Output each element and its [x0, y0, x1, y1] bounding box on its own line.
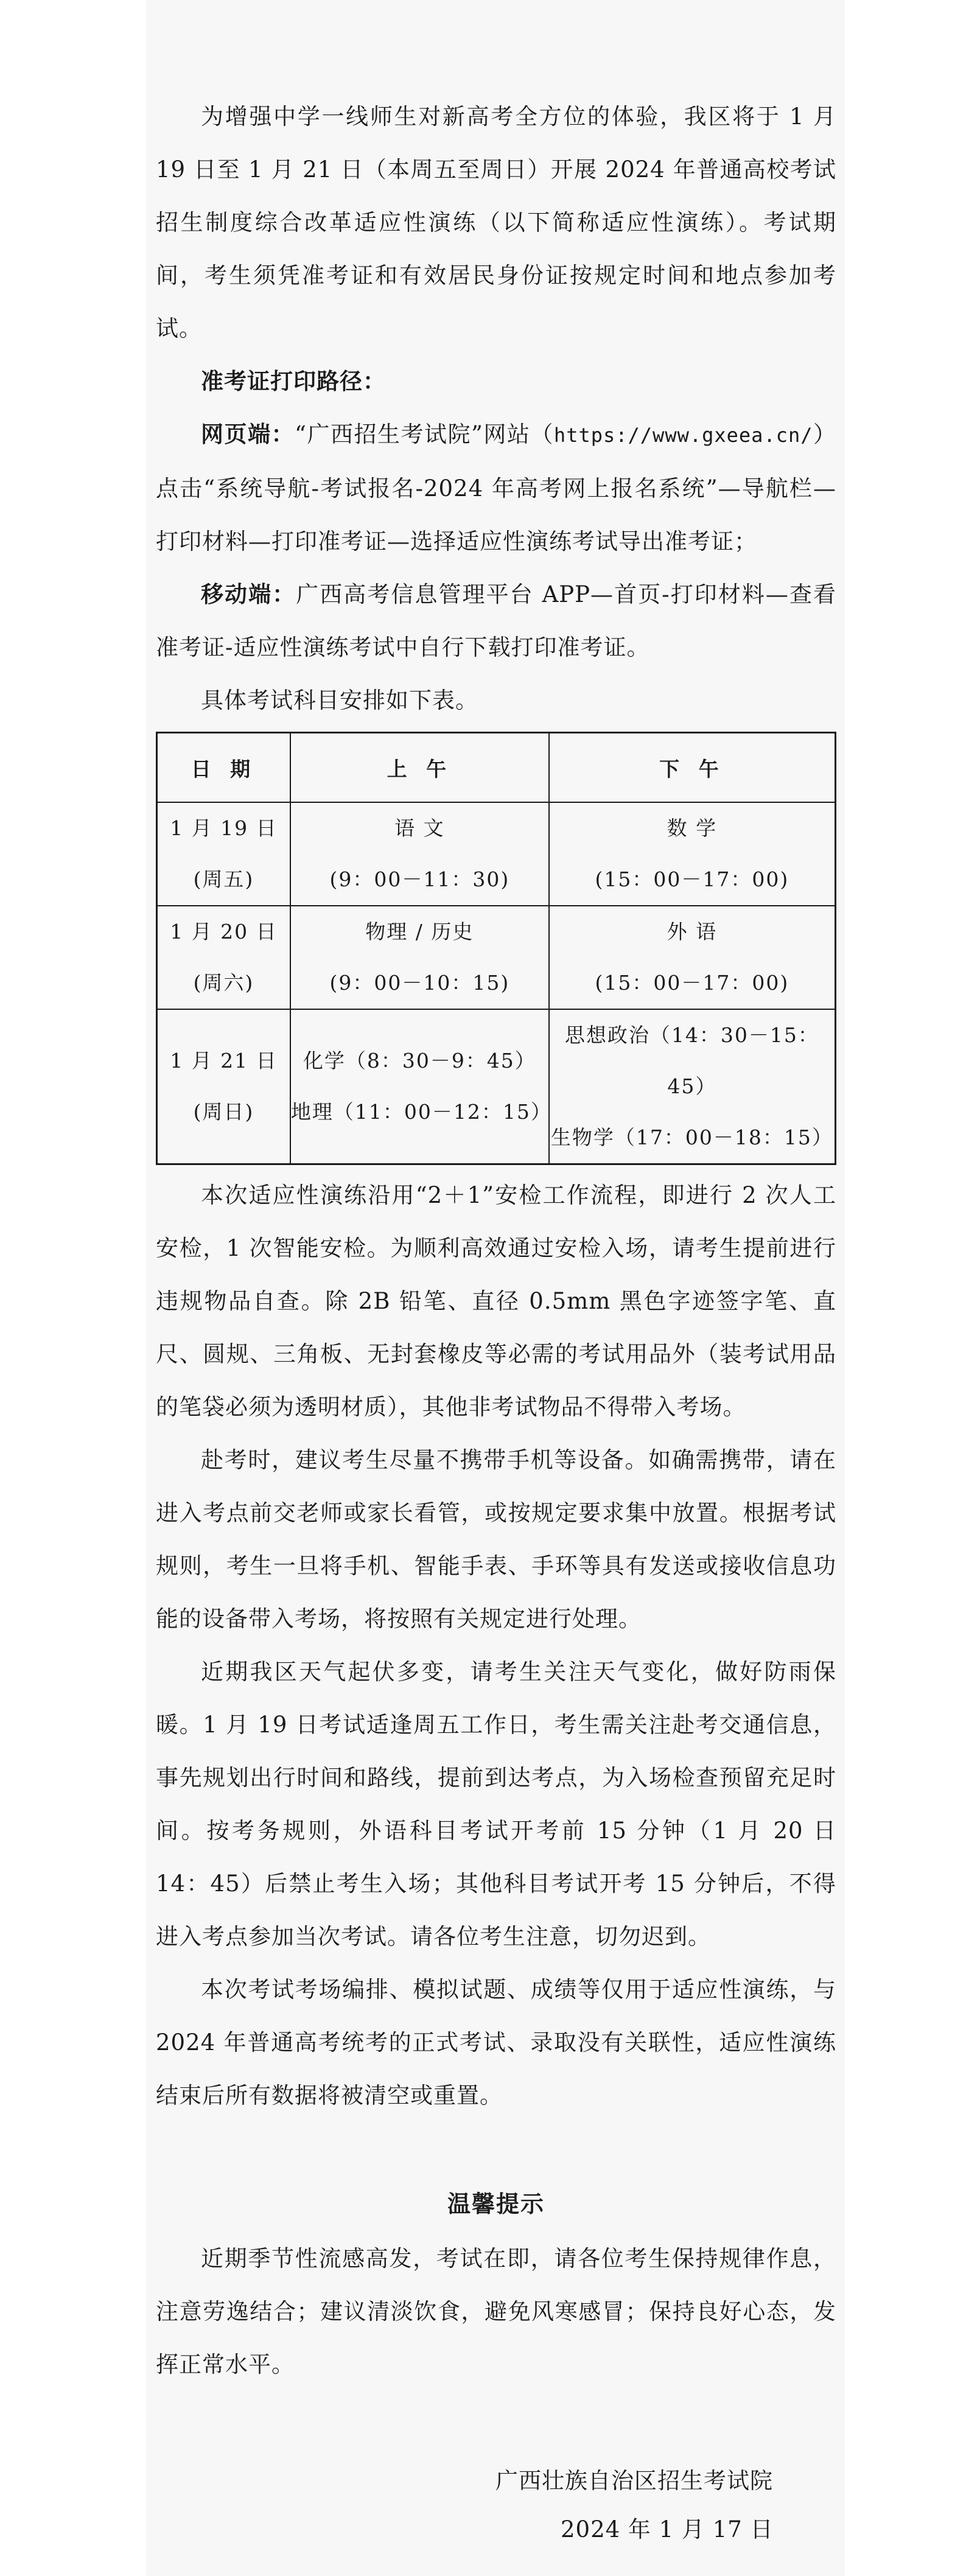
mobile-text: 广西高考信息管理平台 APP—首页-打印材料—查看准考证-适应性演练考试中自行下载打印准考证。	[156, 581, 837, 660]
afternoon-cell	[549, 802, 836, 906]
weekday-text: (周日)	[193, 1100, 254, 1124]
intro-paragraph: 为增强中学一线师生对新高考全方位的体验，我区将于 1 月 19 日至 1 月 21 日（本周五至周日）开展 2024 年普通高校考试招生制度综合改革适应性演练（以下简称适应性演练）。考试期间，考生须凭准考证和有效居民身份证按规定时间和地点参加考试。	[156, 103, 836, 341]
morning-line-2: 地理（11：00－12：15）	[290, 1100, 552, 1124]
web-text-a: “广西招生考试院”网站（	[295, 421, 554, 447]
document-body	[156, 90, 836, 2554]
phone-paragraph: 赴考时，建议考生尽量不携带手机等设备。如确需携带，请在进入考点前交老师或家长看管，或按规定要求集中放置。根据考试规则，考生一旦将手机、智能手表、手环等具有发送或接收信息功能的设备带入考场，将按照有关规定进行处理。	[156, 1447, 836, 1632]
exam-schedule-table	[156, 732, 836, 1165]
security-paragraph: 本次适应性演练沿用“2＋1”安检工作流程，即进行 2 次人工安检，1 次智能安检。为顺利高效通过安检入场，请考生提前进行违规物品自查。除 2B 铅笔、直径 0.5mm 黑色字迹签字笔、直尺、圆规、三角板、无封套橡皮等必需的考试用品外（装考试用品的笔袋必须为透明材质），其他非考试物品不得带入考场。	[156, 1182, 836, 1420]
weekday-text: (周五)	[193, 867, 254, 891]
date-text: 1 月 19 日	[170, 816, 278, 840]
table-header-row	[157, 733, 836, 803]
morning-line-1: 化学（8：30－9：45）	[303, 1049, 536, 1073]
afternoon-cell	[549, 906, 836, 1009]
table-row	[157, 906, 836, 1009]
afternoon-cell	[549, 1009, 836, 1164]
notice-title: 温馨提示	[447, 2191, 545, 2217]
weekday-text: (周六)	[193, 971, 254, 995]
morning-cell	[290, 1009, 552, 1164]
date-cell	[157, 906, 290, 1009]
date-cell	[157, 1009, 290, 1164]
date-text: 1 月 20 日	[170, 920, 278, 943]
table-intro: 具体考试科目安排如下表。	[201, 687, 478, 713]
morning-cell	[290, 906, 549, 1009]
signature-date: 2024 年 1 月 17 日	[561, 2516, 774, 2543]
mobile-instructions	[156, 568, 836, 674]
header-afternoon: 下 午	[549, 733, 836, 803]
morning-cell	[290, 802, 549, 906]
morning-line-2: (9：00－10：15)	[329, 971, 510, 995]
header-date: 日 期	[157, 733, 290, 803]
afternoon-line-2: 生物学（17：00－18：15）	[550, 1125, 833, 1149]
web-lead: 网页端：	[201, 421, 295, 447]
afternoon-line-1: 数 学	[667, 816, 718, 840]
web-instructions	[156, 408, 836, 568]
morning-line-1: 语 文	[394, 816, 445, 840]
website-link[interactable]: https://www.gxeea.cn/	[553, 424, 813, 447]
afternoon-line-1: 外 语	[667, 920, 718, 943]
date-cell	[157, 802, 290, 906]
print-path-title	[156, 355, 836, 408]
web-text-b: ）点击“系统导航-考试报名-2024 年高考网上报名系统”—导航栏—打印材料—打印准考证—选择适应性演练考试导出准考证；	[156, 421, 837, 555]
afternoon-line-2: (15：00－17：00)	[595, 867, 789, 891]
date-text: 1 月 21 日	[170, 1049, 278, 1073]
table-row	[157, 1009, 836, 1164]
signature-block	[156, 2457, 836, 2554]
morning-line-1: 物理 / 历史	[365, 920, 474, 943]
morning-line-2: (9：00－11：30)	[329, 867, 510, 891]
table-row	[157, 802, 836, 906]
notice-paragraph: 近期季节性流感高发，考试在即，请各位考生保持规律作息，注意劳逸结合；建议清淡饮食，避免风寒感冒；保持良好心态，发挥正常水平。	[156, 2245, 836, 2378]
weather-paragraph: 近期我区天气起伏多变，请考生关注天气变化，做好防雨保暖。1 月 19 日考试适逢周五工作日，考生需关注赴考交通信息，事先规划出行时间和路线，提前到达考点，为入场检查预留充足时间。按考务规则，外语科目考试开考前 15 分钟（1 月 20 日 14：45）后禁止考生入场；其他科目考试开考 15 分钟后，不得进入考点参加当次考试。请各位考生注意，切勿迟到。	[156, 1659, 836, 1950]
signature-organization: 广西壮族自治区招生考试院	[495, 2468, 773, 2494]
mobile-lead: 移动端：	[201, 581, 296, 607]
data-paragraph: 本次考试考场编排、模拟试题、成绩等仅用于适应性演练，与 2024 年普通高考统考的正式考试、录取没有关联性，适应性演练结束后所有数据将被清空或重置。	[156, 1976, 836, 2109]
afternoon-line-2: (15：00－17：00)	[595, 971, 789, 995]
header-morning: 上 午	[290, 733, 549, 803]
print-path-title-text: 准考证打印路径：	[201, 368, 386, 394]
afternoon-line-1: 思想政治（14：30－15：45）	[564, 1023, 819, 1098]
